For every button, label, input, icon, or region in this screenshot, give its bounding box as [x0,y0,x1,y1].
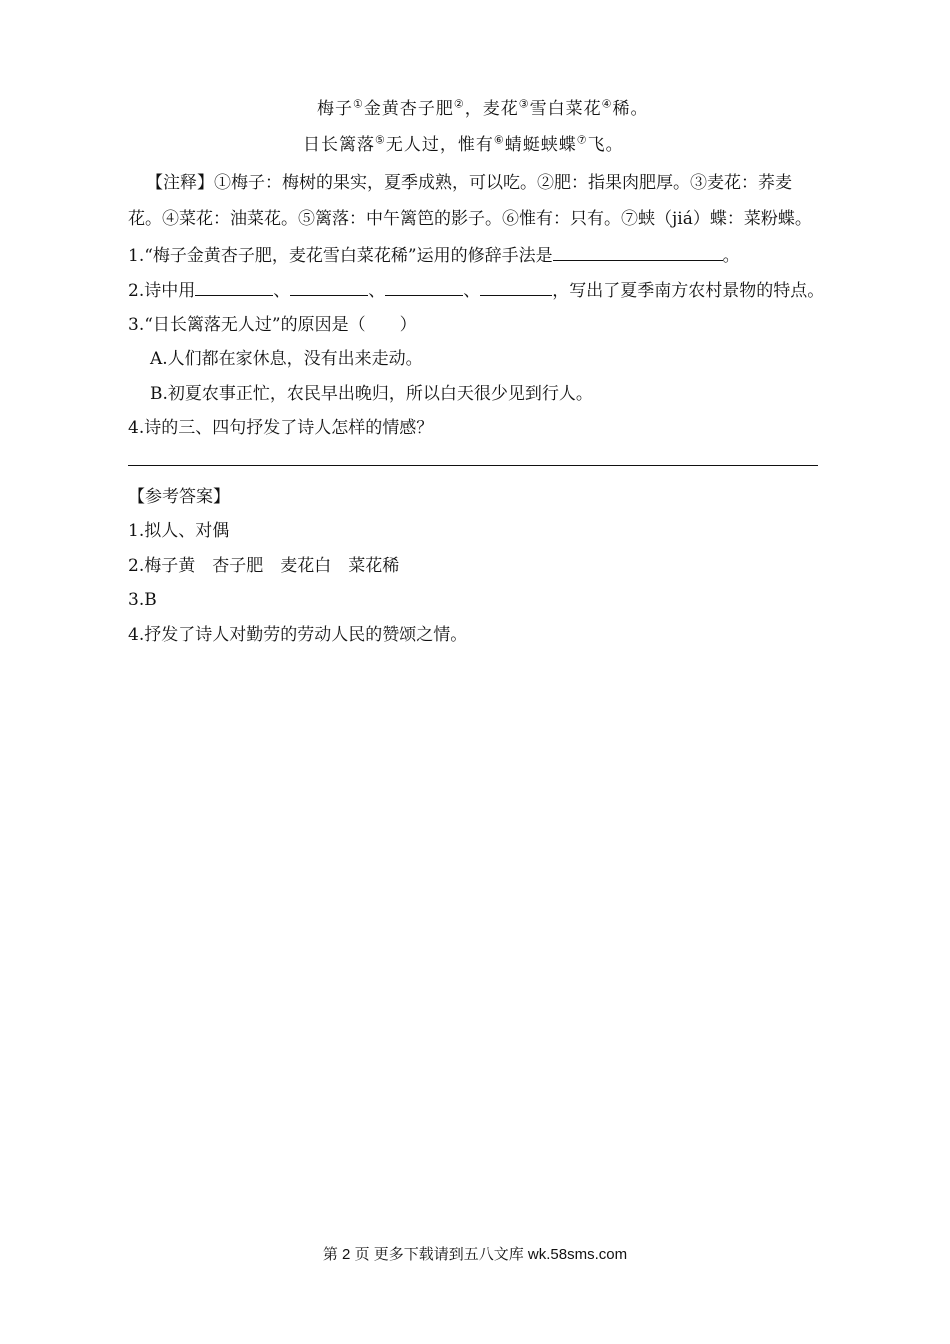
poem-text: 蜻蜓蛱蝶 [504,135,577,155]
poem-line-2 [303,133,624,157]
answer-2: 2.梅子黄 杏子肥 麦花白 菜花稀 [128,556,400,576]
question-text: 2.诗中用 [128,281,196,301]
separator: 、 [273,281,291,301]
note-marker-4: ④ [601,97,613,111]
answer-blank[interactable] [195,277,273,296]
question-text: 1.“梅子金黄杏子肥，麦花雪白菜花稀”运用的修辞手法是 [128,246,553,266]
question-3-option-b[interactable]: B.初夏农事正忙，农民早出晚归，所以白天很少见到行人。 [150,384,593,404]
note-marker-6: ⑥ [493,133,505,147]
separator: 、 [368,281,386,301]
poem-line-1 [317,97,649,121]
note-marker-1: ① [353,97,364,111]
question-3: 3.“日长篱落无人过”的原因是（ ） [128,315,417,335]
separator: 、 [463,281,481,301]
answer-blank[interactable] [385,277,463,296]
poem-text: 金黄杏子肥 [363,99,454,119]
answer-line[interactable] [128,465,818,466]
question-3-option-a[interactable]: A.人们都在家休息，没有出来走动。 [150,349,423,369]
note-marker-5: ⑤ [375,133,386,147]
notes-line-1: 【注释】①梅子：梅树的果实，夏季成熟，可以吃。②肥：指果肉肥厚。③麦花：荞麦 [146,173,792,193]
poem-text: ，麦花 [464,99,519,119]
answer-1: 1.拟人、对偶 [128,521,230,541]
notes-line-2: 花。④菜花：油菜花。⑤篱落：中午篱笆的影子。⑥惟有：只有。⑦蛱（jiá）蝶：菜粉蝶。 [128,209,812,229]
note-marker-2: ② [453,97,465,111]
answers-title: 【参考答案】 [128,487,230,507]
question-text: 。 [722,246,740,266]
poem-text: 梅子 [317,99,353,119]
poem-text: 无人过，惟有 [385,135,494,155]
question-1 [128,242,740,268]
note-marker-7: ⑦ [576,133,588,147]
answer-blank[interactable] [553,242,723,261]
question-text: ，写出了夏季南方农村景物的特点。 [552,281,825,301]
question-4: 4.诗的三、四句抒发了诗人怎样的情感？ [128,418,434,438]
page-footer: 第 2 页 更多下载请到五八文库 wk.58sms.com [322,1246,628,1263]
answer-4: 4.抒发了诗人对勤劳的劳动人民的赞颂之情。 [128,625,468,645]
poem-text: 日长篱落 [303,135,375,155]
poem-text: 雪白菜花 [529,99,602,119]
poem-text: 飞。 [587,135,624,155]
answer-blank[interactable] [480,277,552,296]
poem-text: 稀。 [612,99,649,119]
answer-3: 3.B [128,590,157,610]
note-marker-3: ③ [518,97,530,111]
answer-blank[interactable] [290,277,368,296]
question-2 [128,277,824,303]
